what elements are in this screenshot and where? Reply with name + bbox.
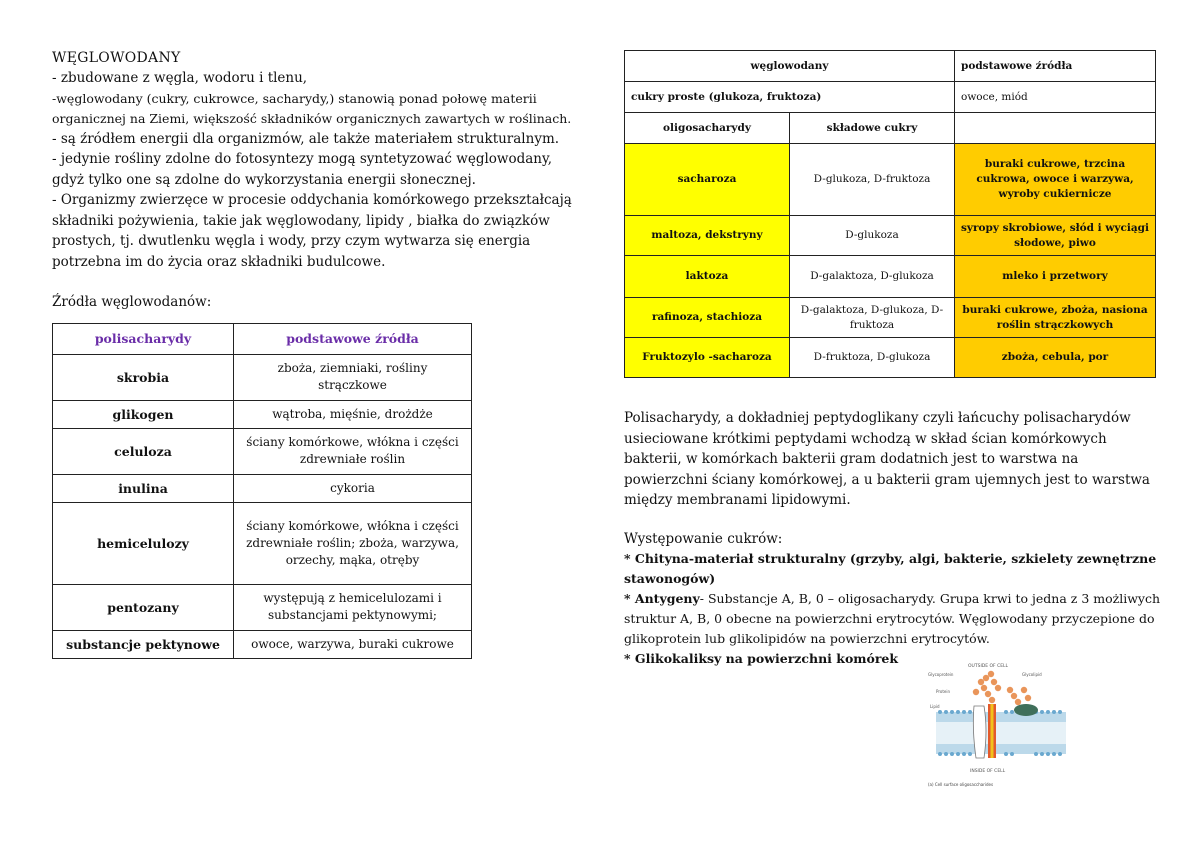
row-name: skrobia bbox=[53, 354, 234, 400]
row-name: inulina bbox=[53, 474, 234, 502]
row-name: celuloza bbox=[53, 428, 234, 474]
row-name: sacharoza bbox=[625, 144, 790, 216]
header-sources: podstawowe źródła bbox=[955, 51, 1156, 82]
table-row bbox=[53, 474, 472, 502]
table-row bbox=[53, 584, 472, 630]
row-source: buraki cukrowe, zboża, nasiona roślin strączkowych bbox=[955, 298, 1156, 338]
row-source: owoce, warzywa, buraki cukrowe bbox=[234, 630, 472, 658]
glycoprotein-label: Glycoprotein bbox=[928, 672, 954, 677]
diagram-caption: (a) Cell surface oligosaccharides bbox=[928, 782, 994, 787]
row-name: hemicelulozy bbox=[53, 502, 234, 584]
polysaccharide-paragraph: Polisacharydy, a dokładniej peptydoglikany czyli łańcuchy polisacharydów usieciowane krótkimi peptydami wchodzą w skład ścian komórkowych bakterii, w komórkach bakterii gram dodatnich jest to warstwa na powierzchni ściany komórkowej, a u bakterii gram ujemnych jest to warstwa między membranami lipidowymi. bbox=[624, 410, 1150, 508]
polysaccharide-table bbox=[52, 323, 472, 659]
antigen-label: * Antygeny bbox=[624, 591, 700, 606]
table-row bbox=[625, 82, 1156, 113]
table-row bbox=[625, 298, 1156, 338]
header-polysaccharides: polisacharydy bbox=[53, 323, 234, 354]
row-name: maltoza, dekstryny bbox=[625, 216, 790, 256]
oligosaccharides-label: oligosacharydy bbox=[625, 113, 790, 144]
row-source: mleko i przetwory bbox=[955, 256, 1156, 298]
chitin-item: * Chityna-materiał strukturalny (grzyby, algi, bakterie, szkielety zewnętrzne stawonogów) bbox=[624, 551, 1157, 586]
row-source: zboża, cebula, por bbox=[955, 338, 1156, 378]
lipid-bilayer bbox=[936, 710, 1066, 756]
membrane-figure bbox=[926, 660, 1076, 790]
table-row bbox=[53, 502, 472, 584]
table-row bbox=[53, 400, 472, 428]
row-name: pentozany bbox=[53, 584, 234, 630]
table-row bbox=[625, 256, 1156, 298]
sugar-sources-table bbox=[624, 50, 1156, 378]
row-name: substancje pektynowe bbox=[53, 630, 234, 658]
table-row bbox=[625, 144, 1156, 216]
text-line-3: - są źródłem energii dla organizmów, ale także materiałem strukturalnym. bbox=[52, 130, 560, 147]
protein-label: Protein bbox=[936, 689, 951, 694]
components-label: składowe cukry bbox=[790, 113, 955, 144]
text-line-5: - Organizmy zwierzęce w procesie oddychania komórkowego przekształcają składniki pożywienia, takie jak węglowodany, lipidy , białka do związków prostych, tj. dwutlenku węgla i wody, przy czym wytwarza się energia potrzebna im do życia oraz składniki budulcowe. bbox=[52, 192, 572, 270]
text-line-4: - jedynie rośliny zdolne do fotosyntezy mogą syntetyzować węglowodany, gdyż tylko one są zdolne do wykorzystania energii słonecznej. bbox=[52, 151, 553, 188]
table-row bbox=[53, 428, 472, 474]
table-row bbox=[53, 354, 472, 400]
simple-sugars-sources: owoce, miód bbox=[955, 82, 1156, 113]
antigen-item bbox=[624, 589, 1164, 649]
antigen-text: - Substancje A, B, 0 – oligosacharydy. Grupa krwi to jedna z 3 możliwych struktur A, B, 0 obecne na powierzchni erytrocytów. Węglowodany przyczepione do glikoprotein lub glikolipidów na powierzchni erytrocytów. bbox=[624, 591, 1161, 646]
row-name: rafinoza, stachioza bbox=[625, 298, 790, 338]
right-column bbox=[624, 50, 1164, 669]
row-source: syropy skrobiowe, słód i wyciągi słodowe, piwo bbox=[955, 216, 1156, 256]
header-sugars: węglowodany bbox=[625, 51, 955, 82]
glycolipid-label: Glycolipid bbox=[1022, 672, 1042, 677]
row-name: Fruktozylo -sacharoza bbox=[625, 338, 790, 378]
table-header-row bbox=[53, 323, 472, 354]
row-components: D-glukoza bbox=[790, 216, 955, 256]
row-source: występują z hemicelulozami i substancjami pektynowymi; bbox=[234, 584, 472, 630]
row-source: buraki cukrowe, trzcina cukrowa, owoce i warzywa, wyroby cukiernicze bbox=[955, 144, 1156, 216]
text-line-2: -węglowodany (cukry, cukrowce, sacharydy,) stanowią ponad połowę materii organicznej na Ziemi, większość składników organicznych zawartych w roślinach. bbox=[52, 90, 572, 126]
row-source: ściany komórkowe, włókna i części zdrewniałe roślin; zboża, warzywa, orzechy, mąka, otręby bbox=[234, 502, 472, 584]
row-components: D-fruktoza, D-glukoza bbox=[790, 338, 955, 378]
simple-sugars-label: cukry proste (glukoza, fruktoza) bbox=[625, 82, 955, 113]
inside-label: INSIDE OF CELL bbox=[970, 769, 1006, 774]
left-column bbox=[52, 50, 582, 659]
row-name: glikogen bbox=[53, 400, 234, 428]
row-components: D-glukoza, D-fruktoza bbox=[790, 144, 955, 216]
header-sources: podstawowe źródła bbox=[234, 323, 472, 354]
glycocalyx-item: * Glikokaliksy na powierzchni komórek bbox=[624, 651, 899, 666]
sources-heading: Źródła węglowodanów: bbox=[52, 294, 212, 310]
table-subheader-row bbox=[625, 113, 1156, 144]
table-header-row bbox=[625, 51, 1156, 82]
occurrence-heading: Występowanie cukrów: bbox=[624, 530, 783, 547]
row-source: cykoria bbox=[234, 474, 472, 502]
table-row bbox=[625, 338, 1156, 378]
row-components: D-galaktoza, D-glukoza, D-fruktoza bbox=[790, 298, 955, 338]
row-source: ściany komórkowe, włókna i części zdrewniałe roślin bbox=[234, 428, 472, 474]
table-row bbox=[625, 216, 1156, 256]
outside-label: OUTSIDE OF CELL bbox=[968, 664, 1009, 669]
row-source: wątroba, mięśnie, drożdże bbox=[234, 400, 472, 428]
section-title: WĘGLOWODANY bbox=[52, 50, 181, 66]
row-source: zboża, ziemniaki, rośliny strączkowe bbox=[234, 354, 472, 400]
table-row bbox=[53, 630, 472, 658]
lipid-label: Lipid bbox=[930, 704, 940, 709]
row-components: D-galaktoza, D-glukoza bbox=[790, 256, 955, 298]
row-name: laktoza bbox=[625, 256, 790, 298]
text-line-1: - zbudowane z węgla, wodoru i tlenu, bbox=[52, 70, 308, 86]
cell-membrane-diagram bbox=[926, 660, 1076, 790]
empty-cell bbox=[955, 113, 1156, 144]
